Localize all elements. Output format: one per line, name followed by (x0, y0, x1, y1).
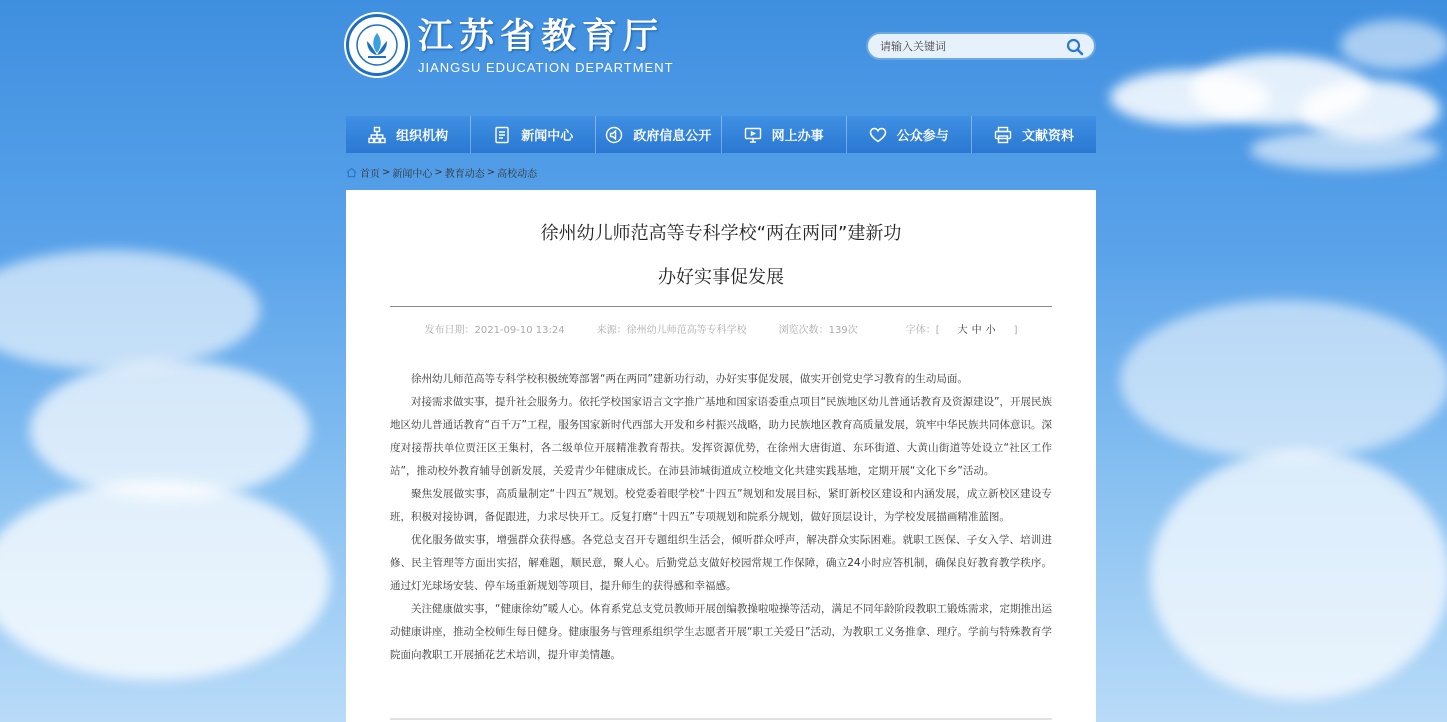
breadcrumb-separator: > (486, 167, 496, 178)
nav-item-documents[interactable] (972, 116, 1096, 153)
heart-icon (869, 126, 887, 144)
article-meta (346, 321, 1096, 336)
article-paragraph: 关注健康做实事，“健康徐幼”暖人心。体育系党总支党员教师开展创编教操啦啦操等活动，满足不同年龄阶段教职工锻炼需求，定期推出运动健康讲座，推动全校师生每日健身。健康服务与管理系组织学生志愿者开展“职工关爱日”活动，为教职工义务推拿、理疗。学前与特殊教育学院面向教职工开展插花艺术培训，提升审美情趣。 (390, 603, 1052, 661)
font-size-large[interactable]: 大 (957, 325, 968, 336)
article-source: 来源：徐州幼儿师范高等专科学校 (596, 325, 747, 336)
nav-item-gov-info[interactable] (596, 116, 721, 153)
cloud (1250, 130, 1440, 170)
breadcrumb-home[interactable]: 首页 (360, 169, 380, 180)
font-size-control (890, 321, 1034, 336)
breadcrumb (346, 165, 537, 180)
home-icon (346, 167, 357, 178)
article-container (346, 190, 1096, 722)
breadcrumb-news[interactable]: 新闻中心 (392, 169, 433, 180)
cloud (30, 360, 310, 500)
search-box (866, 32, 1096, 60)
cloud (0, 480, 330, 680)
site-subtitle: JIANGSU EDUCATION DEPARTMENT (418, 60, 674, 75)
printer-icon (994, 126, 1012, 144)
search-button[interactable] (1064, 36, 1086, 58)
bottom-divider (390, 718, 1052, 720)
font-size-close: ] (1013, 325, 1018, 336)
article-paragraph: 徐州幼儿师范高等专科学校积极统筹部署“两在两同”建新功行动，办好实事促发展，做实开创党史学习教育的生动局面。 (411, 373, 968, 385)
nav-label: 组织机构 (396, 129, 449, 144)
article-title-line1: 徐州幼儿师范高等专科学校“两在两同”建新功 (540, 223, 902, 244)
nav-label: 政府信息公开 (633, 129, 712, 144)
publish-date: 发布日期：2021-09-10 13:24 (424, 325, 565, 336)
main-nav (346, 116, 1096, 153)
site-title: 江苏省教育厅 (418, 17, 665, 57)
nav-label: 新闻中心 (521, 129, 574, 144)
nav-item-news[interactable] (471, 116, 596, 153)
nav-item-online-service[interactable] (722, 116, 847, 153)
font-size-small[interactable]: 小 (985, 325, 996, 336)
article-paragraph: 聚焦发展做实事，高质量制定“十四五”规划。校党委着眼学校“十四五”规划和发展目标，紧盯新校区建设和内涵发展，成立新校区建设专班，积极对接协调，备促跟进，力求尽快开工。反复打磨“十四五”专项规划和院系分规划，做好顶层设计，为学校发展描画精准蓝图。 (390, 488, 1052, 523)
article-paragraph: 优化服务做实事，增强群众获得感。各党总支召开专题组织生活会，倾听群众呼声，解决群众实际困难。就职工医保、子女入学、培训进修、民主管理等方面出实招，解难题，顺民意，聚人心。后勤党总支做好校园常规工作保障，确立24小时应答机制，确保良好教育教学秩序。通过灯光球场安装、停车场重新规划等项目，提升师生的获得感和幸福感。 (390, 534, 1052, 592)
nav-item-public-participation[interactable] (847, 116, 972, 153)
cloud (1120, 300, 1447, 460)
breadcrumb-education-news[interactable]: 教育动态 (444, 169, 485, 180)
speaker-icon (605, 126, 623, 144)
monitor-icon (744, 126, 762, 144)
search-input[interactable] (880, 40, 1060, 53)
nav-item-organization[interactable] (346, 116, 471, 153)
nav-label: 公众参与 (896, 129, 949, 144)
cloud (0, 250, 260, 370)
font-size-medium[interactable]: 中 (971, 325, 982, 336)
cloud (1150, 450, 1447, 700)
document-icon (493, 126, 511, 144)
breadcrumb-university-news[interactable]: 高校动态 (497, 169, 538, 180)
view-count: 浏览次数：139次 (778, 325, 858, 336)
article-paragraph: 对接需求做实事，提升社会服务力。依托学校国家语言文字推广基地和国家语委重点项目“民族地区幼儿普通话教育及资源建设”，开展民族地区幼儿普通话教育“百千万”工程，服务国家新时代西部大开发和乡村振兴战略，助力民族地区教育高质量发展，筑牢中华民族共同体意识。深度对接帮扶单位贾汪区王集村，各二级单位开展精准教育帮扶。发挥资源优势，在徐州大唐街道、东环街道、大黄山街道等处设立“社区工作站”，推动校外教育辅导创新发展，关爱青少年健康成长。在沛县沛城街道成立校地文化共建实践基地，定期开展“文化下乡”活动。 (390, 396, 1052, 477)
site-logo[interactable] (346, 14, 674, 76)
nav-label: 文献资料 (1021, 129, 1074, 144)
font-size-label: 字体：[ (905, 325, 940, 336)
title-divider (390, 306, 1052, 307)
cloud (1340, 20, 1447, 70)
nav-label: 网上办事 (771, 129, 824, 144)
breadcrumb-separator: > (382, 167, 391, 178)
search-icon (1066, 38, 1084, 56)
breadcrumb-separator: > (434, 167, 443, 178)
emblem-icon (346, 14, 408, 76)
article-title-line2: 办好实事促发展 (658, 267, 784, 288)
org-chart-icon (368, 126, 386, 144)
article-body (390, 368, 1052, 667)
